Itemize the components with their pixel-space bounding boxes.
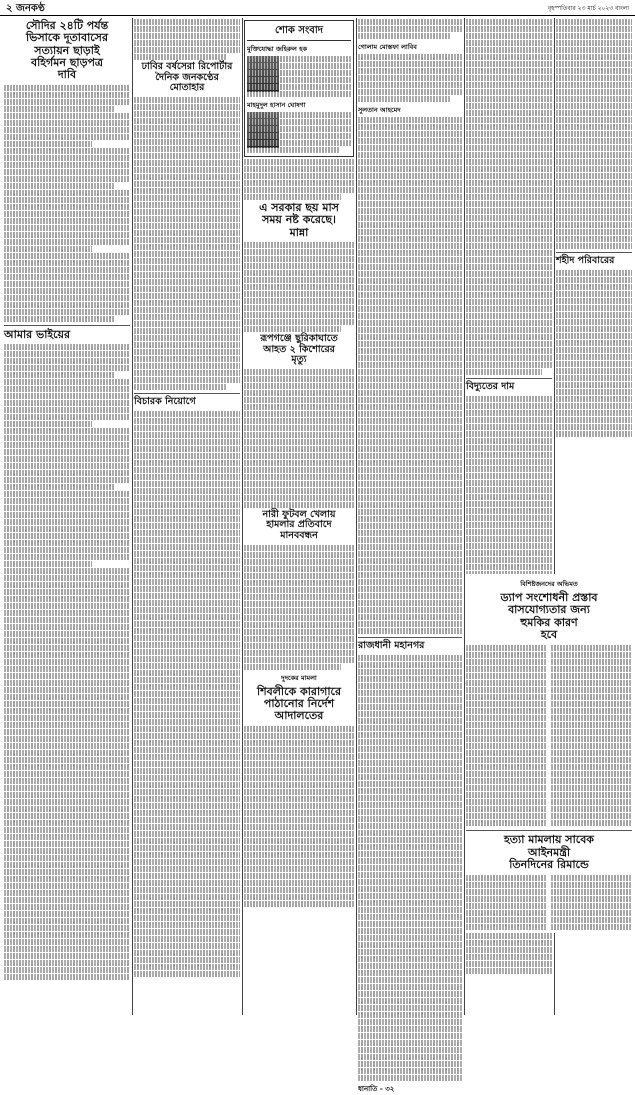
column-1 [4, 18, 130, 1015]
article-body [244, 726, 354, 907]
article-body [358, 655, 462, 1081]
headline-e-sarkar: এ সরকার ছয় মাস সময় নষ্ট করেছে। মান্না [259, 201, 339, 239]
column-3 [244, 18, 354, 1015]
headline-dap: ড্যাপ সংশোধনী প্রস্তাব বাসযোগ্যতার জন্য হুমকির কারণ হবে [500, 591, 598, 641]
headline-amar-bhaier: আমার ভাইয়ের [4, 327, 71, 341]
obituary-box [244, 20, 354, 157]
page-number: ২ জনকণ্ঠ [6, 3, 45, 14]
kicker-shilpi: দুদকের মামলা [281, 673, 317, 682]
article-body [466, 644, 632, 827]
column-4 [358, 18, 462, 1093]
article-body [134, 19, 240, 60]
masthead [0, 0, 635, 16]
article-body [244, 369, 354, 508]
article-body [358, 117, 462, 634]
article-body [358, 19, 462, 39]
kicker-dap: বিশিষ্টজনদের অভিমত [520, 580, 578, 588]
obituary-name: মুক্তিযোদ্ধা জহিরুল হক [247, 45, 308, 53]
article-body [244, 159, 354, 200]
byline-sultan: সুলতান আহমেদ [358, 106, 401, 114]
byline-golam: গোলাম মোস্তফা লাবিব [358, 43, 417, 51]
headline-nari: নারী ফুটবল খেলায় হামলার প্রতিবাদে মানববন্ধন [262, 508, 336, 542]
article-body [556, 270, 632, 437]
column-2 [134, 18, 240, 1015]
article-body [466, 19, 552, 375]
headline-shilpi: শিবলীকে কারাগারে পাঠানোর নির্দেশ আদালতের [256, 684, 342, 723]
headline-biddut: বিদ্যুতের দাম [466, 381, 515, 392]
article-body [466, 874, 632, 931]
article-body [244, 545, 354, 670]
dap-story [466, 574, 632, 933]
article-body [4, 85, 130, 322]
headline-hotya: হত্যা মামলায় সাবেক আইনমন্ত্রী তিনদিনের রিমান্ডে [503, 833, 595, 871]
date-line: বৃহস্পতিবার ২৩ মার্চ ২০২৩ বাংলা [547, 5, 629, 12]
article-body [244, 242, 354, 332]
headline-rajdhani: রাজধানী মহানগর [358, 640, 425, 651]
jump-tag: ধানাতি - ৩২ [358, 1083, 395, 1093]
headline-rupganj: রূপগঞ্জে ছুরিকাঘাতে আহত ২ কিশোরের মৃত্যু [260, 332, 338, 366]
article-body [134, 97, 240, 390]
headline-dabir: ঢাবির বর্ষসেরা রিপোর্টার দৈনিক জনকণ্ঠের মোতাহার [141, 61, 233, 94]
article-body [358, 54, 462, 102]
article-body [556, 19, 632, 249]
obituary-title: শোক সংবাদ [247, 23, 351, 41]
headline-bichar: বিচারক নিয়োগে [134, 395, 196, 407]
article-body [4, 344, 130, 980]
article-body [134, 411, 240, 977]
headline-shahid: শহীদ পরিবারের [556, 255, 615, 266]
obituary-name: মাহমুদুল হাসান ঘোষণা [247, 101, 306, 109]
headline-saudi: সৌদির ২৪টি পর্যন্ত ভিসাকে দূতাবাসের সত্যায়ন ছাড়াই বহির্গমন ছাড়পত্র দাবি [25, 19, 109, 82]
